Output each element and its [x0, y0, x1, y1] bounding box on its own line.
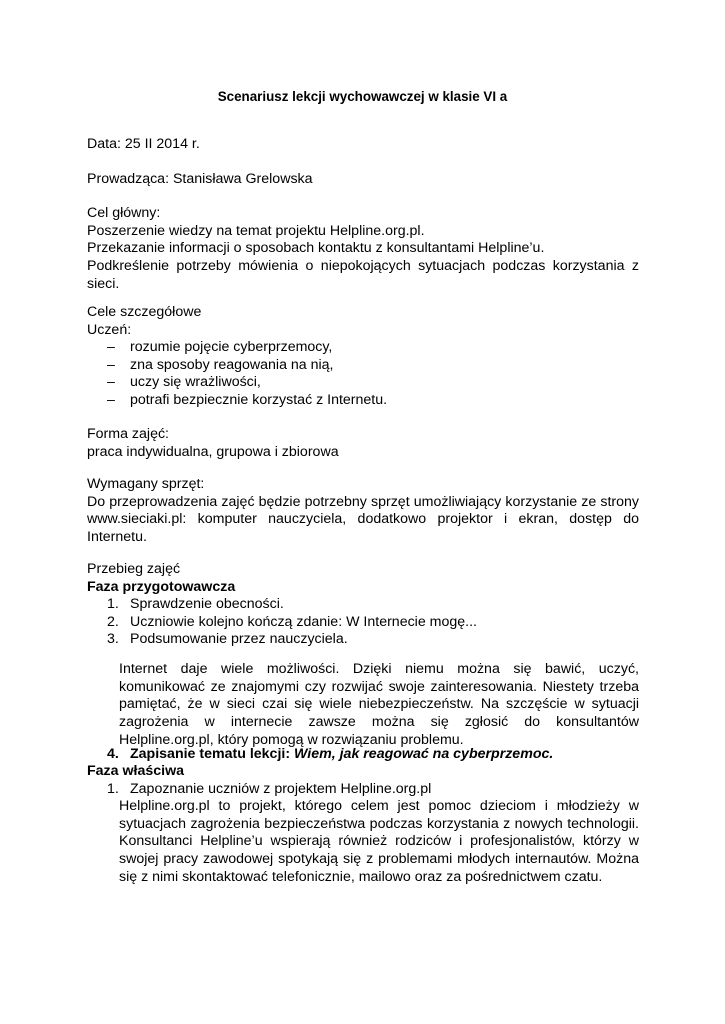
course-heading: Przebieg zajęć — [87, 561, 181, 577]
detailed-goals-list — [87, 339, 639, 410]
page-title: Scenariusz lekcji wychowawczej w klasie VI a — [217, 89, 508, 104]
lesson-topic: Wiem, jak reagować na cyberprzemoc. — [294, 746, 554, 762]
dash-marker: – — [107, 339, 115, 355]
list-item: 4. Zapisanie tematu lekcji: Wiem, jak reagować na cyberprzemoc. — [107, 746, 554, 762]
form-text: praca indywidualna, grupowa i zbiorowa — [87, 443, 339, 460]
date-line: Data: 25 II 2014 r. — [87, 136, 200, 152]
main-goal-line: Poszerzenie wiedzy na temat projektu Helpline.org.pl. — [87, 222, 425, 239]
equipment-section — [87, 476, 639, 547]
list-item: 2. Uczniowie kolejno kończą zdanie: W Internecie mogę... — [107, 613, 477, 630]
equipment-heading: Wymagany sprzęt: — [87, 476, 205, 492]
list-item: – rozumie pojęcie cyberprzemocy, — [107, 339, 333, 355]
teacher-line: Prowadząca: Stanisława Grelowska — [87, 171, 313, 187]
list-item: 1. Sprawdzenie obecności. — [107, 596, 284, 612]
course-section — [87, 561, 639, 596]
main-goal-line: Podkreślenie potrzeby mówienia o niepokojących sytuacjach podczas korzystania z sieci. — [87, 258, 639, 292]
list-item: 1. Zapoznanie uczniów z projektem Helpline.org.pl — [107, 781, 432, 797]
main-goal-heading: Cel główny: — [87, 205, 161, 221]
main-goal-line: Przekazanie informacji o sposobach kontaktu z konsultantami Helpline’u. — [87, 240, 545, 257]
list-item: 3. Podsumowanie przez nauczyciela. — [107, 631, 348, 648]
phase1-heading: Faza przygotowawcza — [87, 578, 236, 595]
dash-marker: – — [107, 392, 115, 409]
lesson-topic-label: Zapisanie tematu lekcji: — [130, 746, 291, 762]
phase2-paragraph: Helpline.org.pl to projekt, którego celem jest pomoc dzieciom i młodzieży w sytuacjach zagrożenia bezpieczeństwa podczas korzystania z nowych technologii. Konsultanci Helpline’u wspierają również rodziców i profesjonalistów, którzy w swojej pracy zawodowej spotykają się z problemami młodych internautów. Można się z nimi skontaktować telefonicznie, mailowo oraz za pośrednictwem czatu. — [119, 798, 639, 885]
main-goal-section — [87, 205, 639, 294]
detailed-goals-heading: Cele szczegółowe — [87, 304, 202, 320]
phase1-list-item4 — [87, 746, 639, 764]
dash-marker: – — [107, 374, 115, 391]
list-item: – uczy się wrażliwości, — [107, 374, 261, 391]
phase1-paragraph: Internet daje wiele możliwości. Dzięki niemu można się bawić, uczyć, komunikować ze znajomymi czy rozwijać swoje zainteresowania. Niestety trzeba pamiętać, że w sieci czai się wiele niebezpieczeństw. Na szczęście w sytuacji zagrożenia w internecie zawsze można się zgłosić do konsultantów Helpline.org.pl, który pomogą w rozwiązaniu problemu. — [119, 661, 639, 748]
list-item: – zna sposoby reagowania na nią, — [107, 356, 334, 373]
phase2-list — [87, 781, 639, 799]
detailed-goals-heading-block — [87, 304, 639, 339]
phase2-heading: Faza właściwa — [87, 763, 184, 779]
equipment-text: Do przeprowadzenia zajęć będzie potrzebny sprzęt umożliwiający korzystanie ze strony www.sieciaki.pl: komputer nauczyciela, dodatkowo projektor i ekran, dostęp do Internetu. — [87, 493, 639, 546]
form-section — [87, 426, 639, 461]
dash-marker: – — [107, 356, 115, 373]
detailed-goals-subheading: Uczeń: — [87, 321, 132, 338]
phase1-list — [87, 596, 639, 649]
form-heading: Forma zajęć: — [87, 426, 169, 442]
list-item: – potrafi bezpiecznie korzystać z Internetu. — [107, 392, 388, 409]
